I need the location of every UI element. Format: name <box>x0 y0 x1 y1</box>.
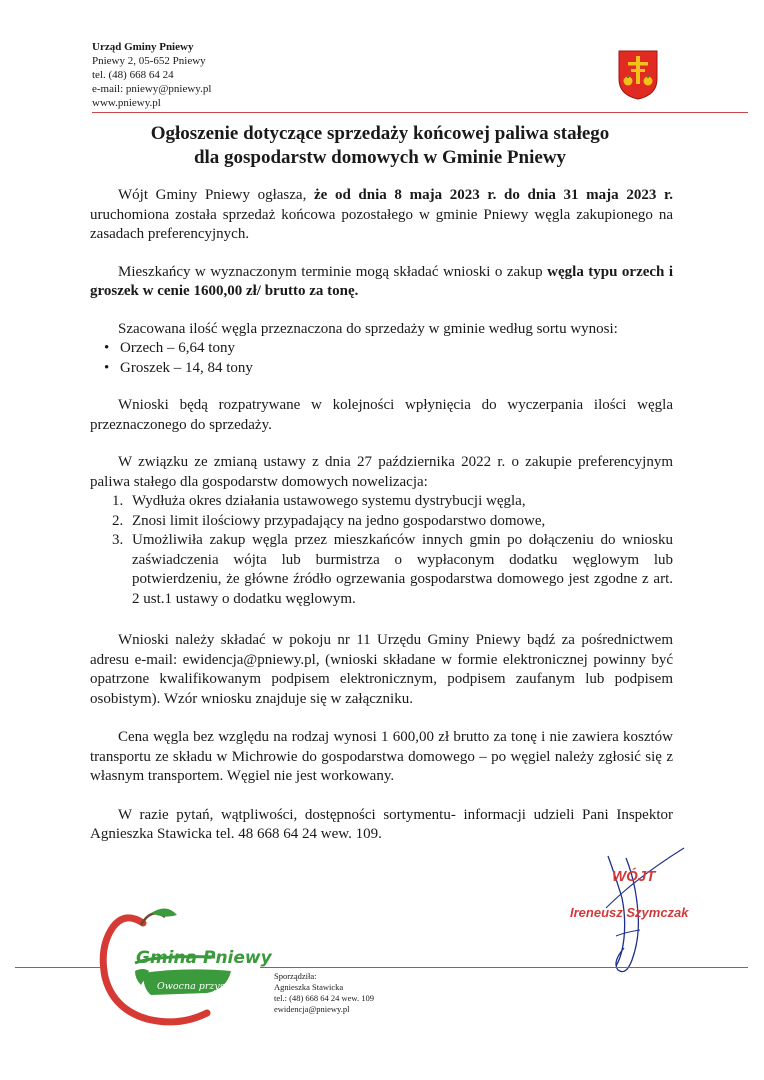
footer-divider-left <box>15 967 100 968</box>
prepared-by-block <box>274 971 374 1015</box>
paragraph-submission: Wnioski należy składać w pokoju nr 11 Urzędu Gminy Pniewy bądź za pośrednictwem adresu e-mail: ewidencja@pniewy.pl, (wnioski składane w formie elektronicznej powinny być opatrzone kwalifikowanym podpisem elektronicznym, podpisem zaufanym lub podpisem osobistym). Wzór wniosku znajduje się w załączniku. <box>90 632 673 707</box>
logo-tagline: Owocna przyszłość <box>157 981 249 992</box>
para1-text: Wójt Gminy Pniewy ogłasza, <box>118 187 314 203</box>
paragraph-processing-order: Wnioski będą rozpatrywane w kolejności wpłynięcia do wyczerpania ilości węgla przeznaczonego do sprzedaży. <box>90 397 673 433</box>
footer-divider-right <box>260 967 748 968</box>
list-text: Wydłuża okres działania ustawowego systemu dystrybucji węgla, <box>132 493 526 509</box>
list-item <box>90 531 673 609</box>
announcement-body <box>90 186 673 845</box>
list-item <box>90 492 673 512</box>
list-text: Umożliwiła zakup węgla przez mieszkańców innych gmin po dołączeniu do wniosku zaświadczenia wójta lub burmistrza o wypłaconym dodatku węglowym lub potwierdzeniu, że główne źródło ogrzewania gospodarstwa domowego jest zgodne z art. 2 ust.1 ustawy o dodatku węglowym. <box>132 532 673 607</box>
amendment-list <box>90 492 673 609</box>
list-item: • Groszek – 14, 84 tony <box>90 359 673 379</box>
list-item: • Orzech – 6,64 tony <box>90 339 673 359</box>
office-address: Pniewy 2, 05-652 Pniewy <box>92 55 206 67</box>
list-number: 3. <box>112 532 124 548</box>
list-number: 1. <box>112 493 124 509</box>
office-name: Urząd Gminy Pniewy <box>92 41 194 53</box>
prepared-by-phone: tel.: (48) 668 64 24 wew. 109 <box>274 993 375 1003</box>
title-line-2: dla gospodarstw domowych w Gminie Pniewy <box>193 147 567 168</box>
announcement-title <box>60 122 700 170</box>
list-item <box>90 512 673 532</box>
signature-title: WÓJT <box>612 868 656 885</box>
paragraph-quantities-intro: Szacowana ilość węgla przeznaczona do sprzedaży w gminie według sortu wynosi: <box>118 320 618 337</box>
prepared-by-name: Agnieszka Stawicka <box>274 982 344 992</box>
paragraph-price-transport: Cena węgla bez względu na rodzaj wynosi 1 600,00 zł brutto za tonę i nie zawiera kosztów transportu ze składu w Michrowie do gospodarstwa domowego – po węgiel należy zgłosić się z własnym transportem. Węgiel nie jest workowany. <box>90 729 673 784</box>
coal-quantity-list <box>90 339 673 378</box>
paragraph-sale-period <box>90 186 673 245</box>
list-number: 2. <box>112 512 124 529</box>
coat-of-arms-crest-icon <box>617 49 659 101</box>
signature-name: Ireneusz Szymczak <box>570 905 689 920</box>
office-email[interactable]: e-mail: pniewy@pniewy.pl <box>92 83 212 95</box>
para2-text: Mieszkańcy w wyznaczonym terminie mogą składać wnioski o zakup <box>118 263 548 280</box>
paragraph-contact: W razie pytań, wątpliwości, dostępności sortymentu- informacji udzieli Pani Inspektor Agnieszka Stawicka tel. 48 668 64 24 wew. 109. <box>90 806 673 842</box>
office-website[interactable]: www.pniewy.pl <box>92 97 161 109</box>
letterhead <box>92 40 211 110</box>
title-line-1: Ogłoszenie dotyczące sprzedaży końcowej paliwa stałego <box>150 123 610 144</box>
para2-price: węgla typu orzech i groszek w cenie 1600,00 zł/ brutto za tonę. <box>90 263 674 299</box>
office-phone: tel. (48) 668 64 24 <box>92 69 174 81</box>
paragraph-amendment-intro: W związku ze zmianą ustawy z dnia 27 października 2022 r. o zakupie preferencyjnym paliwa stałego dla gospodarstw domowych nowelizacja: <box>90 454 673 490</box>
para1-dates: że od dnia 8 maja 2023 r. do dnia 31 maja 2023 r. <box>313 187 673 203</box>
header-divider <box>92 112 748 113</box>
paragraph-coal-type-price <box>90 263 673 302</box>
prepared-by-email[interactable]: ewidencja@pniewy.pl <box>274 1004 350 1014</box>
list-text: Znosi limit ilościowy przypadający na jedno gospodarstwo domowe, <box>132 512 546 529</box>
logo-name: Gmina Pniewy <box>136 948 272 968</box>
prepared-by-label: Sporządziła: <box>274 971 317 981</box>
para1-text-2: uruchomiona została sprzedaż końcowa pozostałego w gminie Pniewy węgla zakupionego na zasadach preferencyjnych. <box>90 206 673 242</box>
